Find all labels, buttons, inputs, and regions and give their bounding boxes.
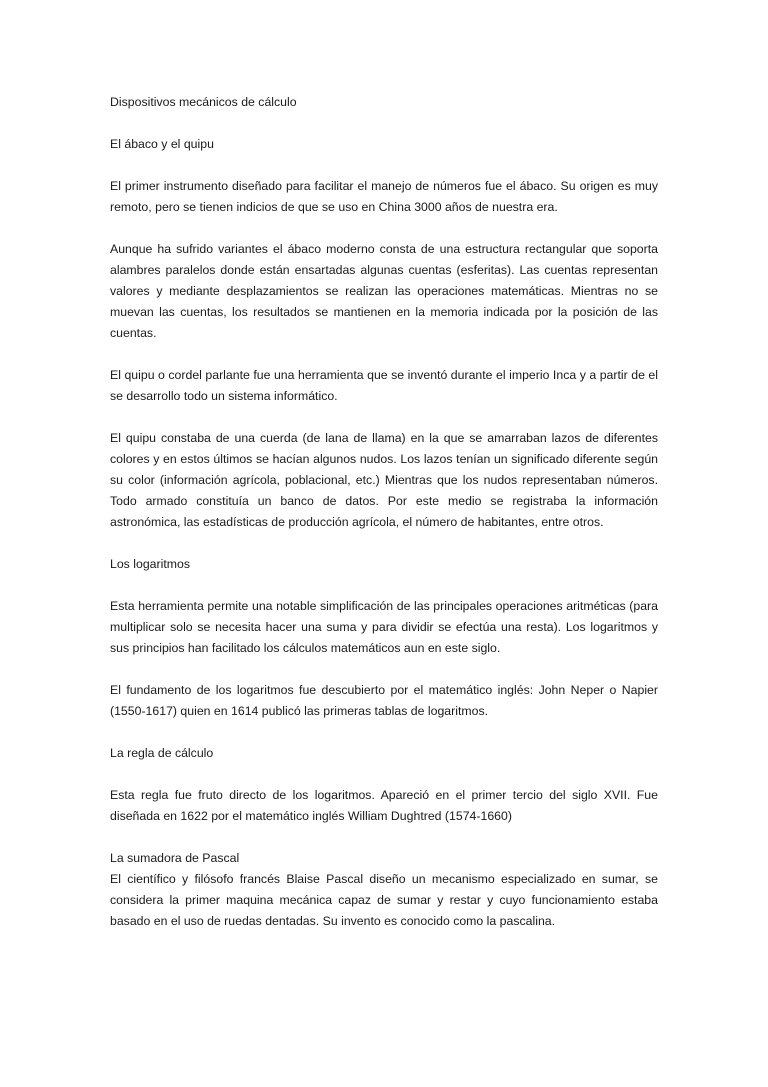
- section-heading-abaco-quipu: El ábaco y el quipu: [110, 137, 214, 151]
- paragraph-pascalina: El científico y filósofo francés Blaise Pascal diseño un mecanismo especializado en sumar, se considera la primer maquina mecánica capaz de sumar y restar y cuyo funcionamiento estaba basado en el uso de ruedas dentadas. Su invento es conocido como la pascalina.: [110, 872, 658, 928]
- document-page: [110, 92, 658, 953]
- paragraph-quipu-detalle: El quipu constaba de una cuerda (de lana de llama) en la que se amarraban lazos de diferentes colores y en estos últimos se hacían algunos nudos. Los lazos tenían un significado diferente según su color (información agrícola, poblacional, etc.) Mientras que los nudos representaban números. Todo armado constituía un banco de datos. Por este medio se registraba la información astronómica, las estadísticas de producción agrícola, el número de habitantes, entre otros.: [110, 431, 658, 529]
- document-title: Dispositivos mecánicos de cálculo: [110, 95, 297, 109]
- paragraph-logaritmos-simplificacion: Esta herramienta permite una notable simplificación de las principales operaciones aritméticas (para multiplicar solo se necesita hacer una suma y para dividir se efectúa una resta). Los logaritmos y sus principios han facilitado los cálculos matemáticos aun en este siglo.: [110, 599, 658, 655]
- section-heading-logaritmos: Los logaritmos: [110, 557, 190, 571]
- paragraph-abaco-moderno: Aunque ha sufrido variantes el ábaco moderno consta de una estructura rectangular que soporta alambres paralelos donde están ensartadas algunas cuentas (esferitas). Las cuentas representan valores y mediante desplazamientos se realizan las operaciones matemáticas. Mientras no se muevan las cuentas, los resultados se mantienen en la memoria indicada por la posición de las cuentas.: [110, 242, 658, 340]
- paragraph-logaritmos-napier: El fundamento de los logaritmos fue descubierto por el matemático inglés: John Neper o Napier (1550-1617) quien en 1614 publicó las primeras tablas de logaritmos.: [110, 683, 658, 718]
- section-heading-sumadora-pascal: La sumadora de Pascal: [110, 851, 240, 865]
- paragraph-quipu-intro: El quipu o cordel parlante fue una herramienta que se inventó durante el imperio Inca y a partir de el se desarrollo todo un sistema informático.: [110, 368, 658, 403]
- paragraph-abaco-origen: El primer instrumento diseñado para facilitar el manejo de números fue el ábaco. Su origen es muy remoto, pero se tienen indicios de que se uso en China 3000 años de nuestra era.: [110, 179, 658, 214]
- section-heading-regla-calculo: La regla de cálculo: [110, 746, 214, 760]
- paragraph-regla-calculo: Esta regla fue fruto directo de los logaritmos. Apareció en el primer tercio del siglo XVII. Fue diseñada en 1622 por el matemático inglés William Dughtred (1574-1660): [110, 788, 658, 823]
